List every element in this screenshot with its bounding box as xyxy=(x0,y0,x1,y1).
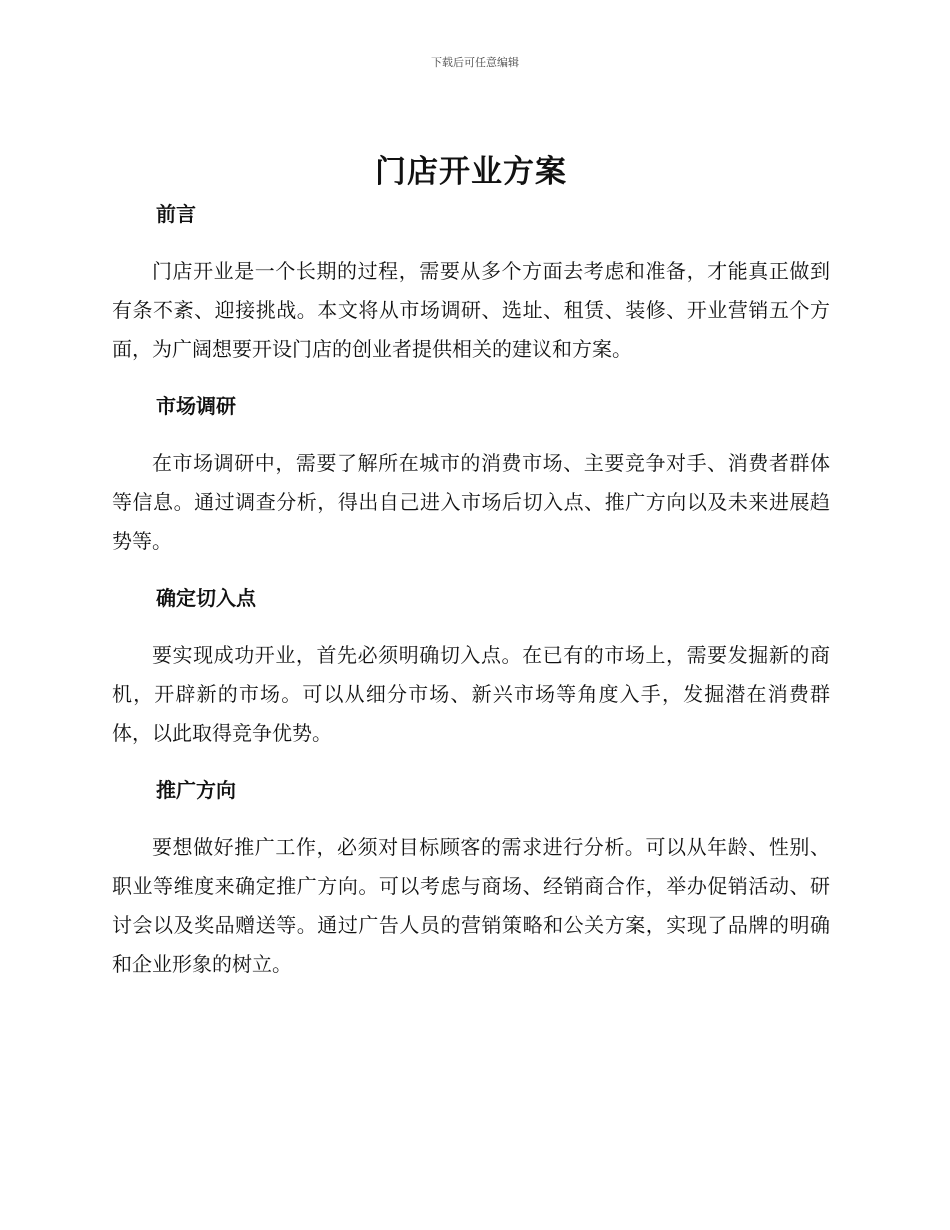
section-paragraph-market-research: 在市场调研中，需要了解所在城市的消费市场、主要竞争对手、消费者群体等信息。通过调查分析，得出自己进入市场后切入点、推广方向以及未来进展趋势等。 xyxy=(112,451,830,553)
section-heading-entry-point: 确定切入点 xyxy=(156,586,256,610)
section-paragraph-promotion: 要想做好推广工作，必须对目标顾客的需求进行分析。可以从年龄、性别、职业等维度来确定推广方向。可以考虑与商场、经销商合作，举办促销活动、研讨会以及奖品赠送等。通过广告人员的营销策略和公关方案，实现了品牌的明确和企业形象的树立。 xyxy=(112,835,830,976)
section-heading-preface: 前言 xyxy=(156,202,196,226)
section-heading-promotion: 推广方向 xyxy=(156,778,236,802)
section-paragraph-preface: 门店开业是一个长期的过程，需要从多个方面去考虑和准备，才能真正做到有条不紊、迎接挑战。本文将从市场调研、选址、租赁、装修、开业营销五个方面，为广阔想要开设门店的创业者提供相关的建议和方案。 xyxy=(112,259,830,361)
section-heading-market-research: 市场调研 xyxy=(156,394,236,418)
page-header: 下载后可任意编辑 xyxy=(431,56,519,69)
document-title: 门店开业方案 xyxy=(375,154,567,190)
section-paragraph-entry-point: 要实现成功开业，首先必须明确切入点。在已有的市场上，需要发掘新的商机，开辟新的市场。可以从细分市场、新兴市场等角度入手，发掘潜在消费群体，以此取得竞争优势。 xyxy=(112,643,830,745)
document-body xyxy=(112,152,830,1009)
